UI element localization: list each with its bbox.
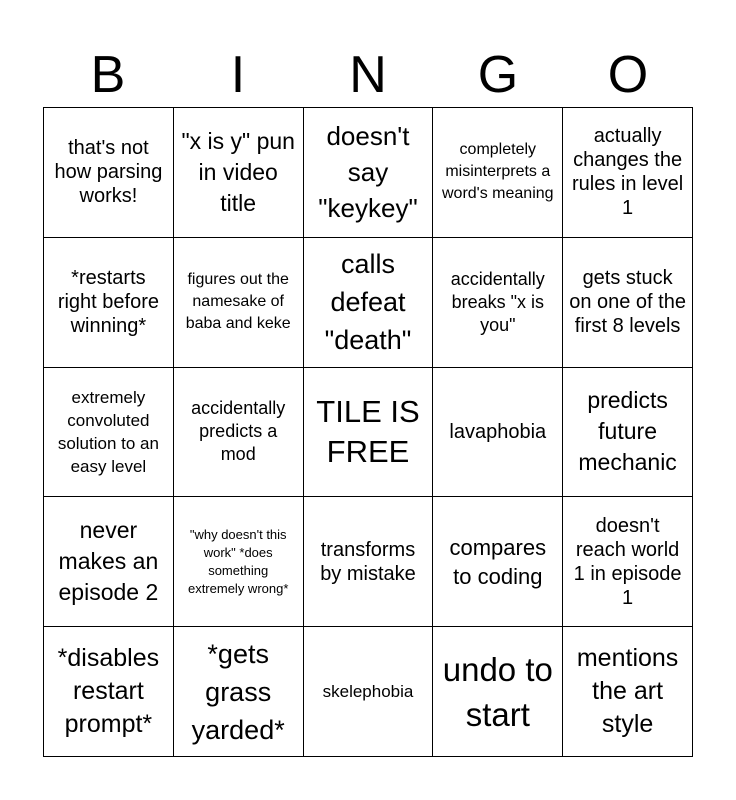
header-letter-b: B: [90, 46, 126, 104]
header-letter-g: G: [477, 46, 519, 104]
bingo-cell[interactable]: completely misinterprets a word's meaning: [433, 108, 563, 238]
header-letter-n: N: [349, 46, 387, 104]
bingo-cell[interactable]: accidentally predicts a mod: [174, 368, 304, 498]
bingo-cell[interactable]: extremely convoluted solution to an easy level: [44, 368, 174, 498]
bingo-cell[interactable]: "x is y" pun in video title: [174, 108, 304, 238]
bingo-cell[interactable]: calls defeat "death": [304, 238, 434, 368]
bingo-cell[interactable]: that's not how parsing works!: [44, 108, 174, 238]
bingo-cell[interactable]: mentions the art style: [563, 627, 693, 757]
bingo-cell[interactable]: *disables restart prompt*: [44, 627, 174, 757]
bingo-cell[interactable]: doesn't reach world 1 in episode 1: [563, 497, 693, 627]
header-letter-o: O: [607, 46, 649, 104]
bingo-cell[interactable]: actually changes the rules in level 1: [563, 108, 693, 238]
free-cell[interactable]: TILE IS FREE: [304, 368, 434, 498]
bingo-cell[interactable]: predicts future mechanic: [563, 368, 693, 498]
bingo-cell[interactable]: gets stuck on one of the first 8 levels: [563, 238, 693, 368]
bingo-cell[interactable]: accidentally breaks "x is you": [433, 238, 563, 368]
bingo-cell[interactable]: figures out the namesake of baba and keke: [174, 238, 304, 368]
bingo-cell[interactable]: lavaphobia: [433, 368, 563, 498]
bingo-cell[interactable]: *gets grass yarded*: [174, 627, 304, 757]
bingo-cell[interactable]: compares to coding: [433, 497, 563, 627]
bingo-cell[interactable]: *restarts right before winning*: [44, 238, 174, 368]
bingo-cell[interactable]: doesn't say "keykey": [304, 108, 434, 238]
bingo-grid: [43, 107, 693, 757]
bingo-header: [43, 44, 693, 106]
bingo-cell[interactable]: never makes an episode 2: [44, 497, 174, 627]
bingo-cell[interactable]: transforms by mistake: [304, 497, 434, 627]
bingo-cell[interactable]: skelephobia: [304, 627, 434, 757]
bingo-cell[interactable]: undo to start: [433, 627, 563, 757]
bingo-cell[interactable]: "why doesn't this work" *does something extremely wrong*: [174, 497, 304, 627]
header-letter-i: I: [230, 46, 246, 104]
